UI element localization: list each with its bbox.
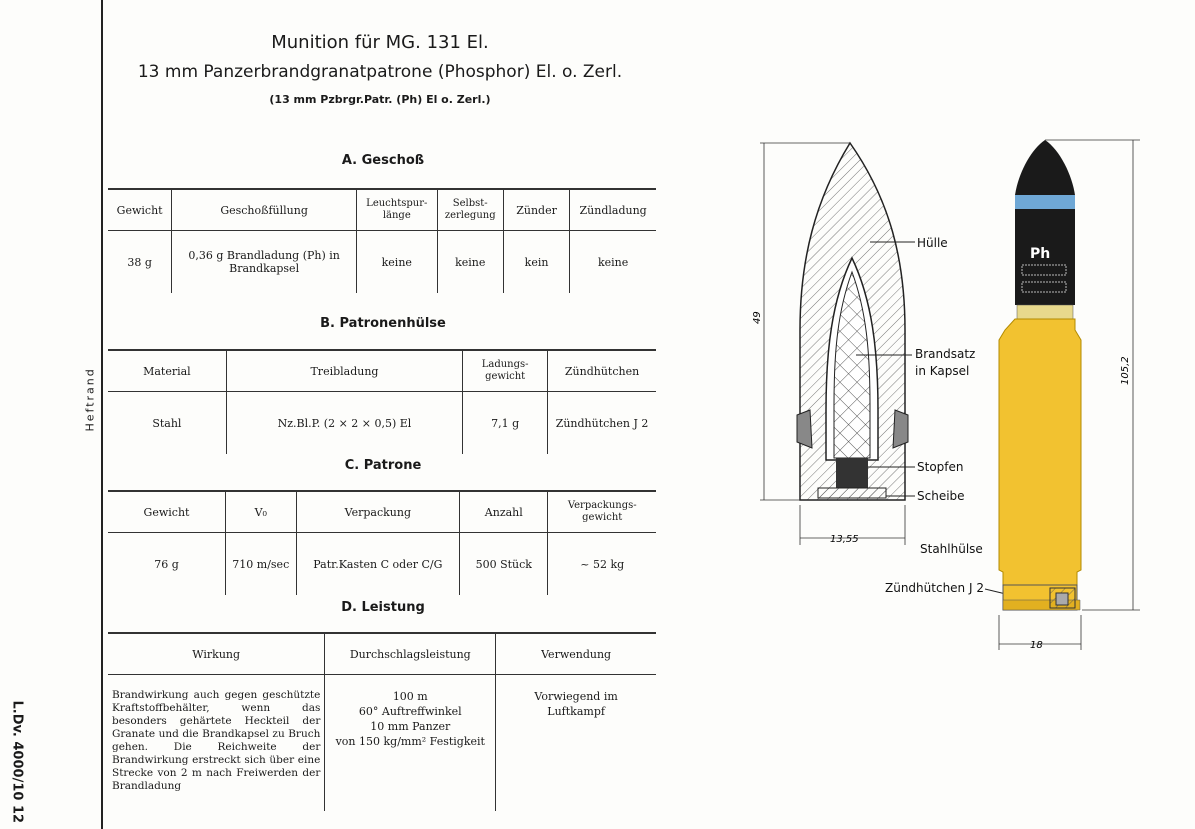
durchschlag-line: 10 mm Panzer bbox=[370, 720, 451, 733]
case-mouth bbox=[1017, 305, 1073, 319]
table-header: Treibladung bbox=[226, 350, 462, 392]
label-stopfen: Stopfen bbox=[917, 460, 964, 474]
table-cell: 7,1 g bbox=[463, 392, 548, 455]
dim-cartridge-width: 18 bbox=[1030, 640, 1043, 651]
table-cell: keine bbox=[437, 231, 503, 294]
table-cell: kein bbox=[503, 231, 569, 294]
section-b-title: B. Patronenhülse bbox=[320, 316, 446, 331]
wirkung-cell: Brandwirkung auch gegen geschützte Kraftstoffbehälter, wenn das besonders gehärtete Heckteil der Granate und die Brandkapsel zu Bruch gehen. Die Reichweite der Brandwirkung erstreckt sich über eine Strecke von 2 m nach Freiwerden der Brandladung bbox=[112, 689, 321, 792]
table-header: Anzahl bbox=[460, 491, 548, 533]
section-a-title: A. Geschoß bbox=[341, 153, 425, 168]
label-scheibe: Scheibe bbox=[917, 489, 965, 503]
plug bbox=[836, 458, 868, 488]
steel-case bbox=[999, 319, 1081, 585]
durchschlag-line: 100 m bbox=[392, 690, 428, 703]
table-header: Selbst-zerlegung bbox=[437, 189, 503, 231]
primer bbox=[1056, 593, 1068, 605]
cartridge-drawing bbox=[999, 140, 1081, 610]
label-huelle: Hülle bbox=[917, 236, 948, 250]
table-header: Durchschlagsleistung bbox=[325, 633, 496, 675]
durchschlag-line: 60° Auftreffwinkel bbox=[358, 705, 462, 718]
section-c-title: C. Patrone bbox=[344, 458, 422, 473]
dim-projectile-width: 13,55 bbox=[830, 534, 859, 545]
identification-band bbox=[1015, 195, 1075, 209]
table-cell: keine bbox=[570, 231, 656, 294]
table-header: Gewicht bbox=[108, 491, 226, 533]
short-title: (13 mm Pzbrgr.Patr. (Ph) El o. Zerl.) bbox=[269, 93, 491, 106]
dim-cartridge-length: 105,2 bbox=[1120, 356, 1131, 385]
table-cell: Zündhütchen J 2 bbox=[548, 392, 656, 455]
table-header: Verpackungs-gewicht bbox=[548, 491, 656, 533]
washer bbox=[818, 488, 886, 498]
driving-band-left bbox=[797, 410, 812, 448]
projectile-section bbox=[797, 143, 908, 500]
table-cell: 500 Stück bbox=[460, 533, 548, 596]
document-code: L.Dv. 4000/10 12 bbox=[9, 700, 25, 824]
table-cell: 76 g bbox=[154, 557, 179, 571]
dim-projectile-length: 49 bbox=[752, 311, 763, 324]
table-cell: ~ 52 kg bbox=[548, 533, 656, 596]
margin-label: Heftrand bbox=[83, 367, 97, 432]
sub-title: 13 mm Panzerbrandgranatpatrone (Phosphor) El. o. Zerl. bbox=[137, 62, 623, 82]
projectile-tip bbox=[1015, 140, 1075, 195]
table-cell: keine bbox=[356, 231, 437, 294]
table-header: V₀ bbox=[226, 491, 297, 533]
table-cell: Stahl bbox=[152, 416, 182, 430]
section-d-title: D. Leistung bbox=[341, 600, 425, 615]
table-cell: 0,36 g Brandladung (Ph) in Brandkapsel bbox=[172, 231, 357, 294]
table-header: Ladungs-gewicht bbox=[463, 350, 548, 392]
label-brandsatz: Brandsatz bbox=[915, 347, 976, 361]
main-title: Munition für MG. 131 El. bbox=[271, 32, 489, 53]
table-header: Zünder bbox=[503, 189, 569, 231]
label-in-kapsel: in Kapsel bbox=[915, 364, 970, 378]
table-header: Verpackung bbox=[296, 491, 460, 533]
durchschlag-line: von 150 kg/mm² Festigkeit bbox=[335, 735, 485, 748]
table-cell: Nz.Bl.P. (2 × 2 × 0,5) El bbox=[226, 392, 462, 455]
label-zuendhuetchen: Zündhütchen J 2 bbox=[885, 581, 984, 595]
table-header: Wirkung bbox=[108, 633, 325, 675]
table-header: Gewicht bbox=[108, 189, 172, 231]
table-cell: Patr.Kasten C oder C/G bbox=[296, 533, 460, 596]
table-header: Material bbox=[108, 350, 226, 392]
label-stahlhuelse: Stahlhülse bbox=[920, 542, 983, 556]
table-header: Zündladung bbox=[570, 189, 656, 231]
table-header: Leuchtspur-länge bbox=[356, 189, 437, 231]
driving-band-right bbox=[893, 410, 908, 448]
table-cell: 710 m/sec bbox=[226, 533, 297, 596]
table-header: Zündhütchen bbox=[548, 350, 656, 392]
table-header: Geschoßfüllung bbox=[172, 189, 357, 231]
ph-marking: Ph bbox=[1030, 246, 1051, 262]
verwendung-cell: Vorwiegend im Luftkampf bbox=[496, 675, 656, 812]
table-header: Verwendung bbox=[496, 633, 656, 675]
table-cell: 38 g bbox=[127, 255, 152, 269]
